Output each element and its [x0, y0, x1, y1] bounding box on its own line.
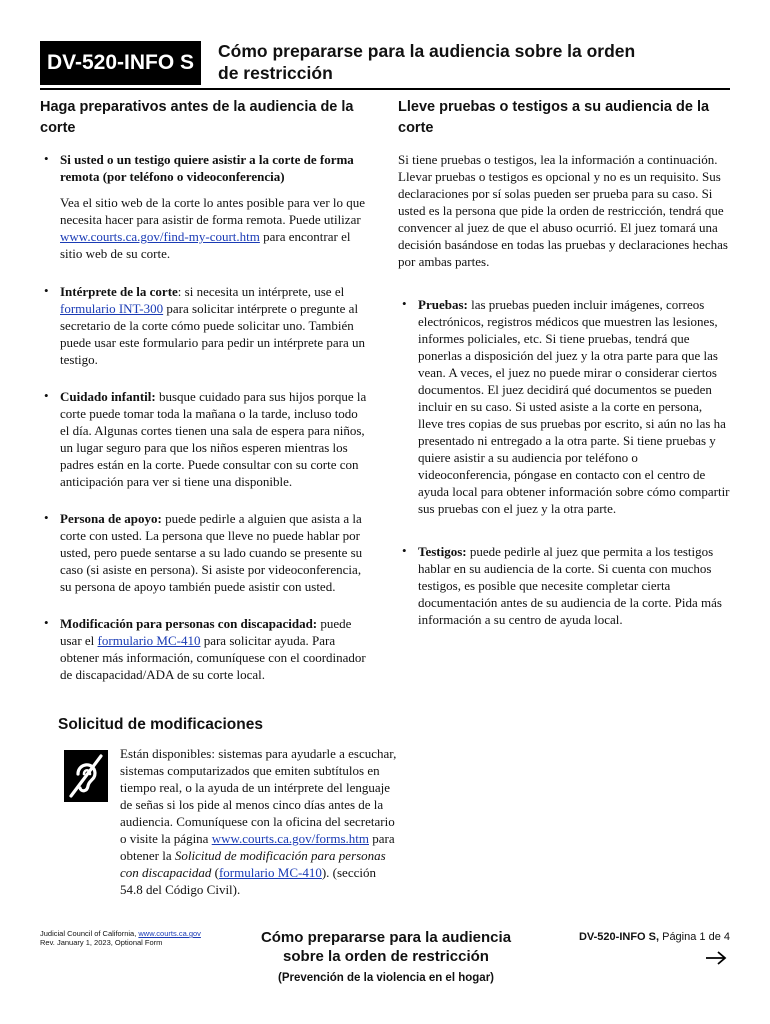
bullet-lead: Intérprete de la corte: [60, 284, 178, 299]
form-id-badge: DV-520-INFO S: [40, 41, 201, 85]
footer-form-id: DV-520-INFO S,: [578, 931, 660, 943]
int-300-link[interactable]: formulario INT-300: [60, 301, 164, 316]
mc-410-link[interactable]: formulario MC-410: [97, 633, 201, 648]
footer-title-line2: sobre la orden de restricción: [283, 948, 489, 965]
bullet-lead: Cuidado infantil:: [60, 389, 156, 404]
left-heading: Haga preparativos antes de la audiencia de la corte: [40, 99, 354, 136]
bullet-text: las pruebas pueden incluir imágenes, correos electrónicos, registros médicos que muestren las lesiones, informes policiales, etc. Si tiene pruebas, tendrá que ponerlas a disposición del juez y la otra parte para que las vean. A veces, el juez no puede mirar o considerar ciertos documentos. El juez decidirá qué documentos se pueden incluir en su caso. Si usted asiste a la corte en persona, lleve tres copias de sus pruebas por escrito, si aún no las ha presentado ni entregado a la otra parte. Si tiene pruebas y quiere asistir a su audiencia por teléfono o videoconferencia, póngase en contacto con el centro de ayuda local para obtener información sobre cómo compartir sus pruebas con el juez y la otra parte.: [418, 297, 730, 516]
bullet-support-person: [40, 510, 370, 595]
footer-page-info: [555, 931, 730, 943]
page-number: Página 1 de 4: [659, 931, 730, 943]
bullet-remote-attendance: [40, 151, 370, 262]
evidence-intro: Si tiene pruebas o testigos, lea la información a continuación. Llevar pruebas o testigos es opcional y no es un requisito. Sus declaraciones por sí solas pueden ser prueba para su caso. Si usted es la persona que pide la orden de restricción, tendrá que convencer al juez de que el abuso ocurrió. El juez tomará una decisión basándose en todas las pruebas y declaraciones hechas por ambas partes.: [398, 152, 728, 269]
bullet-childcare: [40, 388, 370, 490]
bullet-lead: Persona de apoyo:: [60, 511, 162, 526]
bullet-lead: Si usted o un testigo quiere asistir a la corte de forma remota (por teléfono o videoconferencia): [60, 152, 354, 184]
bullet-text: puede usar el: [60, 616, 352, 648]
bullet-text: Vea el sitio web de la corte lo antes posible para ver lo que necesita hacer para asistir de forma remota. Puede utilizar: [60, 195, 366, 227]
bullet-text: para solicitar ayuda. Para obtener más información, comuníquese con el coordinador de discapacidad/ADA de su corte local.: [60, 633, 366, 682]
find-my-court-link[interactable]: www.courts.ca.gov/find-my-court.htm: [60, 229, 260, 244]
modifications-body: para obtener la: [120, 831, 395, 863]
bullet-dot: •: [402, 296, 407, 311]
bullet-evidence: [398, 296, 730, 517]
bullet-text: busque cuidado para sus hijos porque la corte puede tomar toda la mañana o la tarde, incluso todo el día. Algunas cortes tienen una sala de espera para niños, un lugar seguro para que los niños esperen mientras los padres están en la corte. Puede consultar con su corte con anticipación para ver si tiene una disponible.: [60, 389, 367, 489]
document-title: [218, 40, 718, 84]
bullet-dot: •: [44, 151, 49, 166]
document-title-line1: Cómo prepararse para la audiencia sobre la orden: [218, 41, 636, 61]
footer-title: [238, 928, 534, 984]
bullet-dot: •: [44, 510, 49, 525]
arrow-right-icon[interactable]: [704, 950, 728, 966]
form-header: [40, 38, 730, 88]
bullet-interpreter: [40, 283, 370, 368]
bullet-lead: Testigos:: [418, 544, 467, 559]
bullet-lead: Modificación para personas con discapacidad:: [60, 616, 318, 631]
council-name: Judicial Council of California,: [40, 929, 139, 938]
bullet-dot: •: [44, 388, 49, 403]
header-divider: [40, 88, 730, 90]
modifications-body: ). (sección 54.8 del Código Civil).: [120, 865, 376, 897]
modifications-body: Están disponibles: sistemas para ayudarle a escuchar, sistemas computarizados que emiten subtítulos en tiempo real, o la ayuda de un intérprete del lenguaje de señas si los pide al menos cinco días antes de la audiencia. Comuníquese con la oficina del secretario o visite la página: [120, 746, 397, 846]
modifications-heading: Solicitud de modificaciones: [58, 716, 263, 733]
bullet-dot: •: [44, 283, 49, 298]
bullet-text: puede pedirle a alguien que asista a la corte con usted. La persona que lleve no puede hablar por usted, pero puede sentarse a su lado cuando se presente su caso (si asiste en persona). Si asiste por videoconferencia, su persona de apoyo también puede asistir con usted.: [60, 511, 363, 594]
bullet-text: puede pedirle al juez que permita a los testigos hablar en su audiencia de la corte. Si cuenta con muchos testigos, es posible que necesite completar cierta documentación antes de su audiencia de la corte. Pida más información a su centro de ayuda local.: [418, 544, 722, 627]
right-column: [398, 97, 730, 628]
bullet-text: : si necesita un intérprete, use el: [177, 284, 345, 299]
right-heading: Lleve pruebas o testigos a su audiencia de la corte: [398, 99, 710, 136]
document-title-line2: de restricción: [218, 63, 333, 83]
forms-link[interactable]: www.courts.ca.gov/forms.htm: [211, 831, 369, 846]
revision-date: Rev. January 1, 2023, Optional Form: [40, 938, 163, 947]
modifications-text: [120, 745, 400, 898]
bullet-dot: •: [44, 615, 49, 630]
bullet-text: para solicitar intérprete o pregunte al secretario de la corte cómo puede solicitar uno. También puede usar este formulario para pedir un intérprete para un testigo.: [60, 301, 366, 367]
footer-title-line1: Cómo prepararse para la audiencia: [260, 929, 512, 946]
bullet-dot: •: [402, 543, 407, 558]
courts-link[interactable]: www.courts.ca.gov: [138, 929, 201, 938]
left-column: [40, 97, 370, 683]
hearing-assistance-icon: [64, 750, 108, 802]
modifications-body: (: [211, 865, 219, 880]
footer-council-info: [40, 929, 240, 947]
request-form-title: Solicitud de modificación para personas con discapacidad: [120, 848, 386, 880]
footer-subtitle: (Prevención de la violencia en el hogar): [277, 972, 494, 984]
bullet-witnesses: [398, 543, 730, 628]
bullet-lead: Pruebas:: [418, 297, 468, 312]
mc-410-link-2[interactable]: formulario MC-410: [218, 865, 322, 880]
bullet-text: para encontrar el sitio web de su corte.: [60, 229, 351, 261]
bullet-disability: [40, 615, 370, 683]
